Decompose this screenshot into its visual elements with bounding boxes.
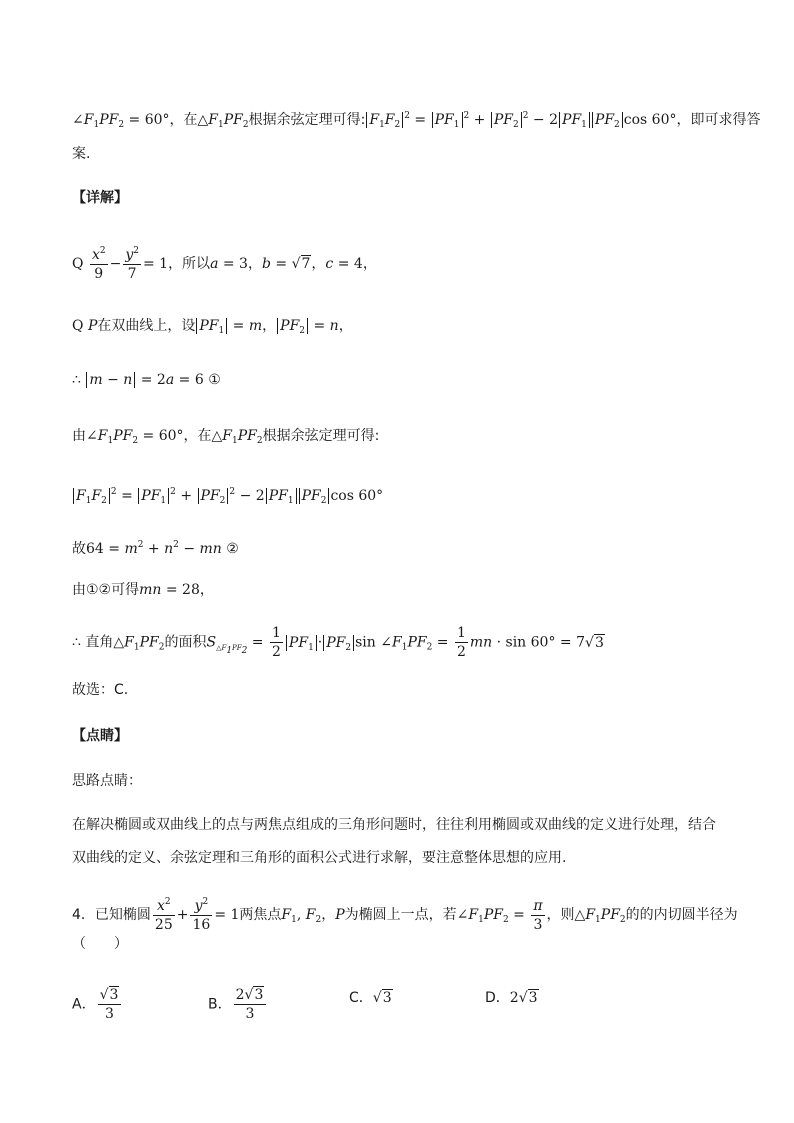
text-line-10: ∴ 直角$\triangle F_1PF_2$的面积$S_{\triangle F_1PF_2}$ = $\frac{1}{2}$ $PF_1 \cdot PF_2$ $\sin \angle F_1PF_2$ = $\frac{1}{2}$ mn · sin 60° = 7√3 bbox=[72, 625, 604, 660]
section-label-detail: 【详解】 bbox=[72, 190, 128, 206]
question-4-stem: 4．已知椭圆 $\frac{x^2}{25}$ + $\frac{y^2}{16}$ = 1两焦点$F_1$, $F_2$，P为椭圆上一点，若$\angle F_1PF_2$ = $\frac{\pi}{3}$ ，则$\triangle F_1PF_2$的的内切圆半径为 bbox=[72, 897, 738, 933]
text-line-1: $\angle F_1PF_2 = 60^\circ$，在$\triangle F_1PF_2$根据余弦定理可得: $F_1F_2^2 = PF_1^2 + PF_2^2 - 2$ $PF_1$ $PF_2$ cos 60°，即可求得答 bbox=[72, 111, 761, 130]
option-a[interactable]: A． $\frac{√3}{3}$ bbox=[72, 988, 123, 1021]
text-line-2: 案. bbox=[72, 146, 91, 162]
paragraph-line-1: 在解决椭圆或双曲线上的点与两焦点组成的三角形问题时，往往利用椭圆或双曲线的定义进行处理，结合 bbox=[72, 817, 716, 833]
question-4-paren: （ ） bbox=[72, 936, 128, 952]
option-c[interactable]: C．√3 bbox=[349, 990, 392, 1006]
text-line-8: 故$64 = m^2 + n^2$ − mn ② bbox=[72, 540, 239, 557]
idea-heading: 思路点睛： bbox=[72, 773, 142, 789]
text-line-6: 由$\angle F_1PF_2 = 60^\circ$，在$\triangle F_1PF_2$根据余弦定理可得: bbox=[72, 428, 380, 446]
answer-line: 故选：C. bbox=[72, 682, 129, 698]
section-label-point: 【点睛】 bbox=[72, 728, 128, 744]
text-line-7: $F_1F_2^2 = PF_1^2 + PF_2^2 - 2$ $PF_1$ $PF_2$ cos 60° bbox=[72, 482, 383, 511]
option-d[interactable]: D．2√3 bbox=[485, 990, 538, 1006]
paragraph-line-2: 双曲线的定义、余弦定理和三角形的面积公式进行求解，要注意整体思想的应用. bbox=[72, 850, 567, 866]
text-line-9: 由①②可得mn = 28， bbox=[72, 582, 214, 598]
text-line-5: ∴ m − n = 2a = 6 ① bbox=[72, 372, 221, 388]
option-b[interactable]: B． $\frac{2√3}{3}$ bbox=[208, 988, 268, 1021]
text-line-4: Q P在双曲线上，设 $PF_1 = m$， $PF_2 = n$， bbox=[72, 318, 353, 336]
text-line-3: Q $\frac{x^2}{9}$ − $\frac{y^2}{7}$ = 1，所以a = 3，b = √7，c = 4， bbox=[72, 246, 377, 282]
